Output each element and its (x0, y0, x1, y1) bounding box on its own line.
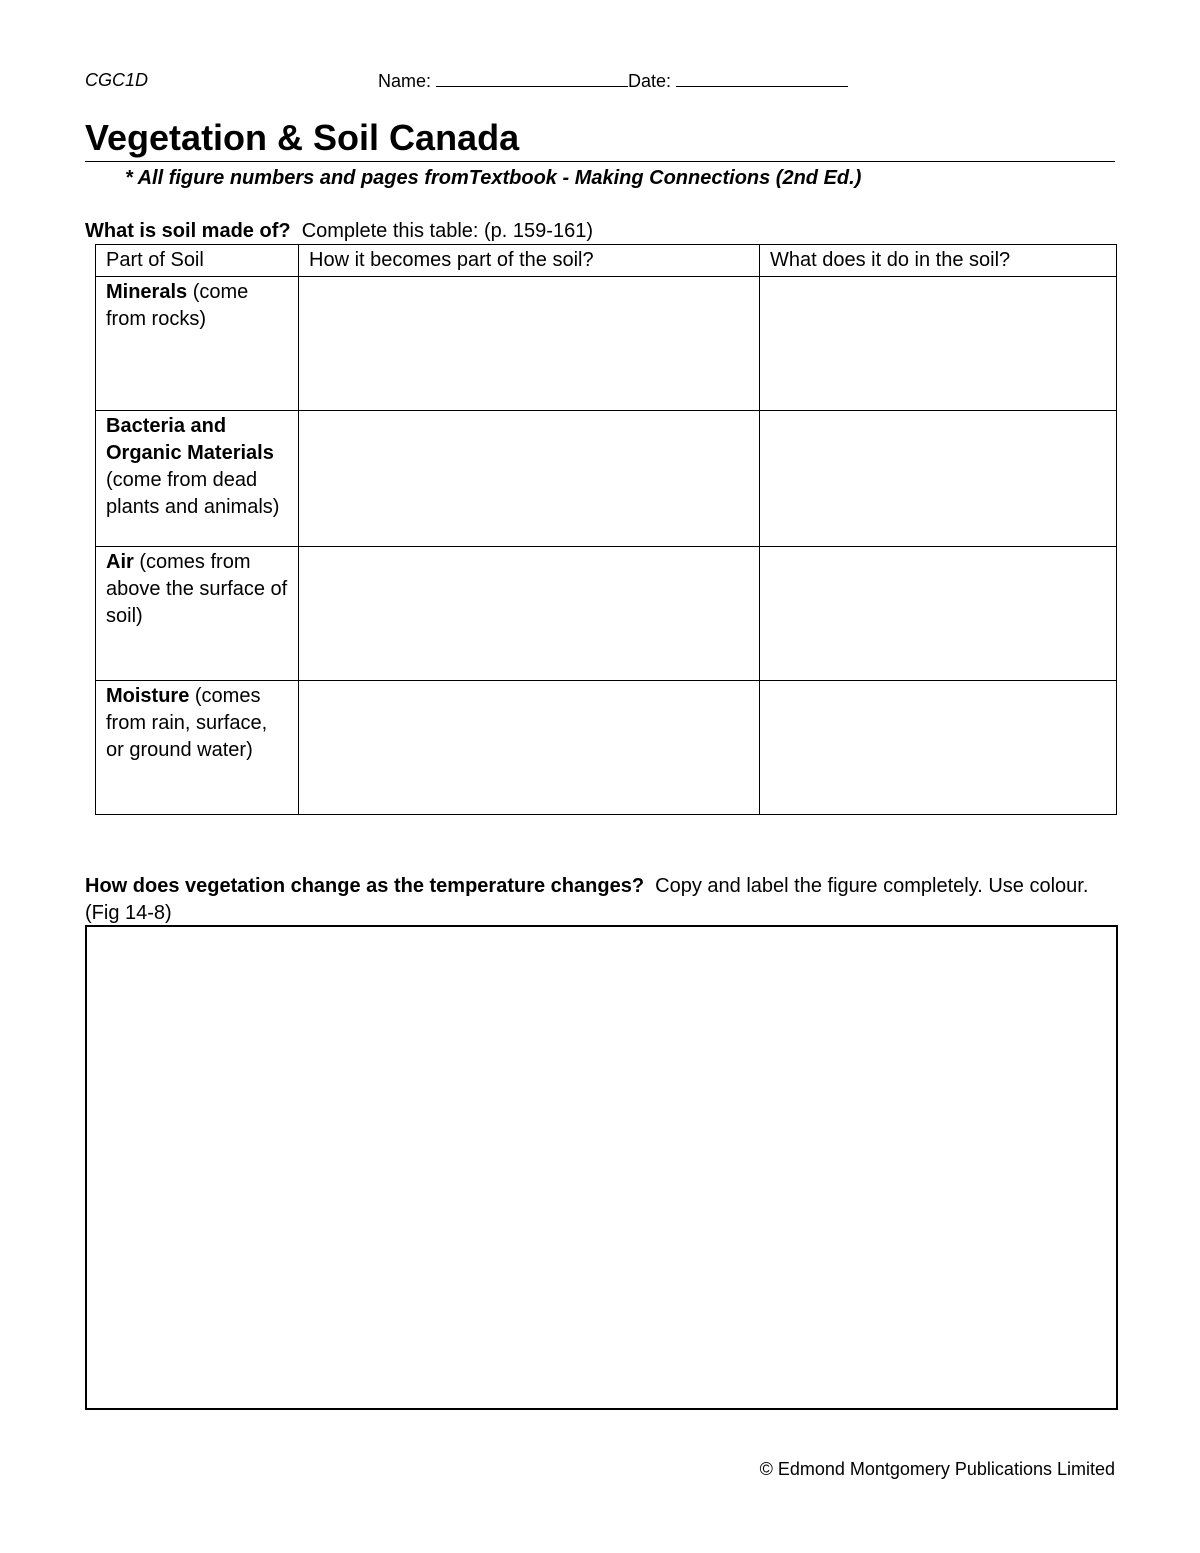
table-row (96, 277, 1117, 411)
part-name: Minerals (106, 281, 188, 303)
header-how-it-becomes: How it becomes part of the soil? (299, 245, 760, 277)
figure-drawing-box[interactable] (85, 925, 1118, 1410)
answer-cell-what[interactable] (760, 277, 1117, 411)
answer-cell-how[interactable] (299, 277, 760, 411)
header-line (85, 70, 1115, 96)
title-underline (85, 161, 1115, 162)
question-soil-bold: What is soil made of? (85, 220, 291, 242)
question-vegetation-bold: How does vegetation change as the temperature changes? (85, 875, 645, 897)
textbook-note: * All figure numbers and pages fromTextbook - Making Connections (2nd Ed.) (125, 167, 862, 189)
part-cell-bacteria (96, 411, 299, 547)
header-part-of-soil: Part of Soil (96, 245, 299, 277)
table-row (96, 547, 1117, 681)
date-label: Date: (628, 71, 672, 91)
answer-cell-what[interactable] (760, 681, 1117, 815)
part-description: (come from rocks) (106, 281, 249, 330)
name-field[interactable] (436, 70, 628, 87)
part-description: (comes from rain, surface, or ground water) (106, 685, 268, 761)
part-cell-moisture (96, 681, 299, 815)
copyright-notice: © Edmond Montgomery Publications Limited (759, 1459, 1115, 1479)
answer-cell-what[interactable] (760, 547, 1117, 681)
header-what-it-does: What does it do in the soil? (760, 245, 1117, 277)
question-soil (85, 220, 593, 243)
question-vegetation (85, 873, 1115, 927)
answer-cell-how[interactable] (299, 411, 760, 547)
answer-cell-what[interactable] (760, 411, 1117, 547)
part-cell-air (96, 547, 299, 681)
part-description: (come from dead plants and animals) (106, 469, 280, 518)
name-label: Name: (378, 71, 432, 91)
table-header-row (96, 245, 1117, 277)
soil-table (95, 244, 1117, 815)
part-name: Bacteria and Organic Materials (106, 415, 274, 464)
date-field[interactable] (676, 70, 848, 87)
table-row (96, 681, 1117, 815)
name-date-group (378, 70, 848, 92)
question-vegetation-instructions: Copy and label the figure completely. Use colour. (Fig 14-8) (85, 875, 1089, 924)
part-description: (comes from above the surface of soil) (106, 551, 288, 627)
page-title: Vegetation & Soil Canada (85, 117, 520, 158)
question-soil-instructions: Complete this table: (p. 159-161) (301, 220, 593, 242)
table-row (96, 411, 1117, 547)
part-cell-minerals (96, 277, 299, 411)
part-name: Moisture (106, 685, 190, 707)
answer-cell-how[interactable] (299, 681, 760, 815)
part-name: Air (106, 551, 134, 573)
answer-cell-how[interactable] (299, 547, 760, 681)
course-code: CGC1D (85, 70, 149, 90)
